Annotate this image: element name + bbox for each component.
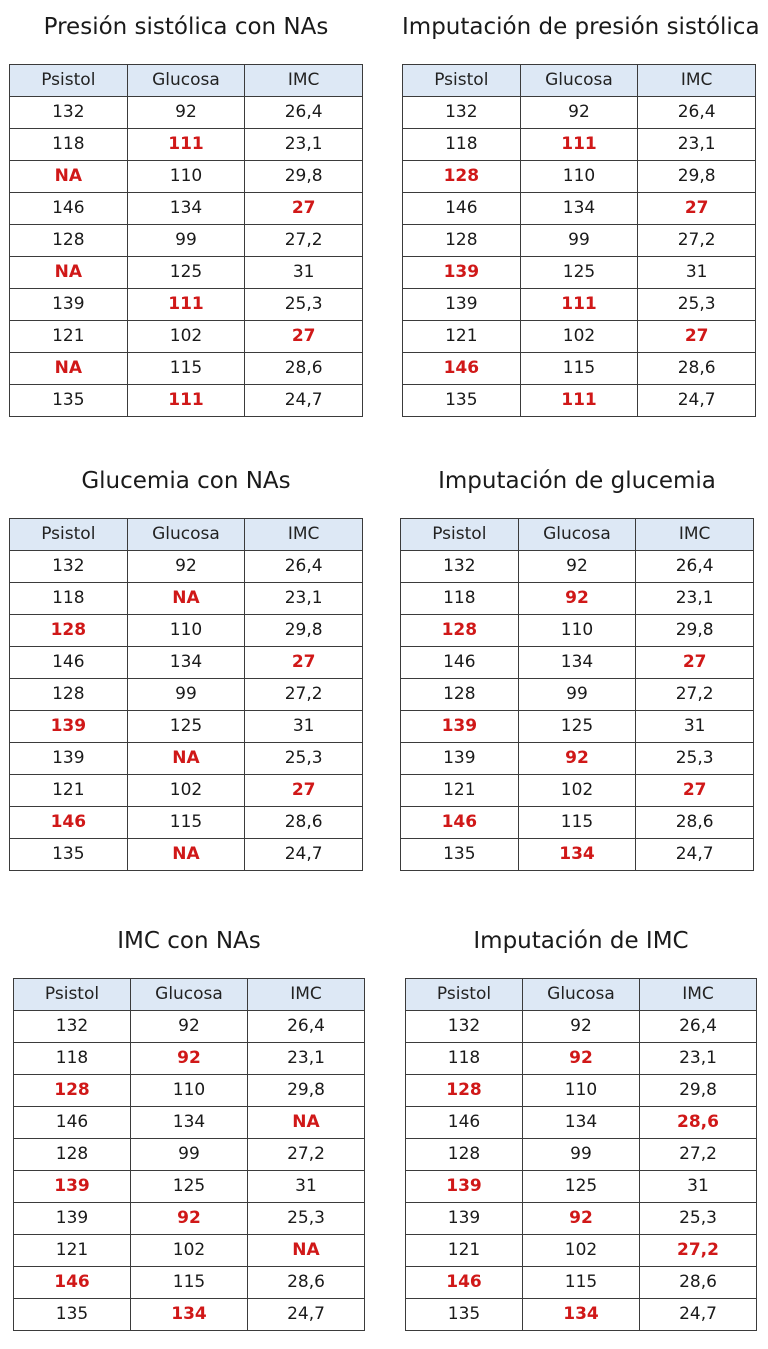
- table-cell: 27: [245, 775, 363, 807]
- table-cell: 146: [406, 1107, 523, 1139]
- table-cell: 102: [520, 321, 638, 353]
- table-cell: 23,1: [640, 1043, 757, 1075]
- table-row: [10, 225, 363, 257]
- table-cell: 26,4: [636, 551, 754, 583]
- column-header: IMC: [248, 979, 365, 1011]
- table-cell: 139: [401, 743, 519, 775]
- table-cell: 27,2: [248, 1139, 365, 1171]
- table-cell: 146: [403, 353, 521, 385]
- table-cell: 23,1: [245, 129, 363, 161]
- table-cell: 28,6: [640, 1107, 757, 1139]
- table-row: [401, 711, 754, 743]
- header-row: [406, 979, 757, 1011]
- column-header: IMC: [245, 519, 363, 551]
- column-header: Glucosa: [131, 979, 248, 1011]
- table-cell: 146: [401, 807, 519, 839]
- table-cell: 26,4: [245, 97, 363, 129]
- header-row: [10, 519, 363, 551]
- table-row: [10, 647, 363, 679]
- table-cell: 118: [14, 1043, 131, 1075]
- table-cell: 99: [127, 225, 245, 257]
- header-row: [401, 519, 754, 551]
- table-cell: 110: [131, 1075, 248, 1107]
- table-cell: 128: [406, 1139, 523, 1171]
- table-cell: 27,2: [640, 1235, 757, 1267]
- table-cell: 110: [127, 161, 245, 193]
- table-cell: 26,4: [248, 1011, 365, 1043]
- table-cell: 29,8: [640, 1075, 757, 1107]
- table-cell: 128: [403, 225, 521, 257]
- table-row: [14, 1011, 365, 1043]
- column-header: Glucosa: [518, 519, 636, 551]
- table-cell: 128: [14, 1075, 131, 1107]
- table-cell: 115: [518, 807, 636, 839]
- table-cell: 110: [520, 161, 638, 193]
- table-row: [10, 807, 363, 839]
- table-cell: 135: [403, 385, 521, 417]
- table-cell: 139: [10, 711, 128, 743]
- column-header: Psistol: [406, 979, 523, 1011]
- table-cell: NA: [127, 839, 245, 871]
- table-cell: 25,3: [245, 743, 363, 775]
- table-cell: NA: [248, 1235, 365, 1267]
- table-cell: 92: [131, 1011, 248, 1043]
- table-cell: 25,3: [640, 1203, 757, 1235]
- table-row: [406, 1043, 757, 1075]
- table-row: [401, 647, 754, 679]
- table-row: [401, 775, 754, 807]
- table-cell: 27: [636, 775, 754, 807]
- table-cell: 26,4: [245, 551, 363, 583]
- table-cell: 111: [127, 289, 245, 321]
- table-cell: 92: [127, 97, 245, 129]
- table-cell: 23,1: [245, 583, 363, 615]
- panel-title: Presión sistólica con NAs: [43, 14, 329, 40]
- table-cell: 146: [403, 193, 521, 225]
- table-cell: 146: [10, 647, 128, 679]
- column-header: Glucosa: [523, 979, 640, 1011]
- table-cell: 92: [523, 1043, 640, 1075]
- table-cell: 25,3: [245, 289, 363, 321]
- table-cell: 139: [10, 289, 128, 321]
- table-row: [14, 1235, 365, 1267]
- table-cell: 28,6: [248, 1267, 365, 1299]
- table-cell: 24,7: [245, 385, 363, 417]
- table-cell: 25,3: [636, 743, 754, 775]
- column-header: IMC: [636, 519, 754, 551]
- table-cell: 28,6: [245, 807, 363, 839]
- table-cell: 134: [523, 1299, 640, 1331]
- table-row: [403, 97, 756, 129]
- table-cell: 27,2: [640, 1139, 757, 1171]
- table-cell: 28,6: [638, 353, 756, 385]
- table-cell: 125: [127, 257, 245, 289]
- table-cell: 146: [406, 1267, 523, 1299]
- panel-title: IMC con NAs: [117, 928, 261, 954]
- table-cell: 135: [10, 839, 128, 871]
- table-cell: 111: [520, 385, 638, 417]
- table-cell: 134: [518, 647, 636, 679]
- table-row: [14, 1299, 365, 1331]
- table-cell: 128: [14, 1139, 131, 1171]
- table-cell: 128: [401, 615, 519, 647]
- table-cell: 99: [518, 679, 636, 711]
- table-cell: 125: [131, 1171, 248, 1203]
- table-cell: 92: [520, 97, 638, 129]
- table-row: [10, 679, 363, 711]
- table-cell: 102: [523, 1235, 640, 1267]
- table-row: [406, 1011, 757, 1043]
- table-cell: 26,4: [638, 97, 756, 129]
- table-cell: 92: [127, 551, 245, 583]
- table-cell: 121: [401, 775, 519, 807]
- table-cell: 29,8: [636, 615, 754, 647]
- table-cell: 128: [406, 1075, 523, 1107]
- table-row: [10, 97, 363, 129]
- table-cell: NA: [248, 1107, 365, 1139]
- table-row: [406, 1075, 757, 1107]
- table-cell: 132: [10, 97, 128, 129]
- table-cell: 118: [10, 129, 128, 161]
- table-cell: 146: [14, 1107, 131, 1139]
- table-cell: 23,1: [638, 129, 756, 161]
- table-cell: 115: [523, 1267, 640, 1299]
- table-cell: 132: [401, 551, 519, 583]
- table-cell: 102: [518, 775, 636, 807]
- table-cell: 92: [518, 743, 636, 775]
- table-cell: 27: [245, 647, 363, 679]
- table-cell: 31: [248, 1171, 365, 1203]
- table-row: [14, 1171, 365, 1203]
- table-row: [406, 1235, 757, 1267]
- table-row: [403, 257, 756, 289]
- table-cell: 115: [127, 807, 245, 839]
- table-cell: 28,6: [636, 807, 754, 839]
- table-cell: 125: [518, 711, 636, 743]
- table-cell: 27,2: [636, 679, 754, 711]
- data-table: [405, 978, 757, 1331]
- panel-title: Imputación de presión sistólica: [402, 14, 760, 40]
- table-row: [406, 1139, 757, 1171]
- table-cell: 146: [10, 193, 128, 225]
- table-cell: 27: [638, 193, 756, 225]
- table-row: [10, 289, 363, 321]
- table-cell: 92: [131, 1203, 248, 1235]
- table-cell: 118: [10, 583, 128, 615]
- table-cell: 28,6: [640, 1267, 757, 1299]
- table-row: [10, 615, 363, 647]
- table-row: [401, 807, 754, 839]
- table-row: [10, 257, 363, 289]
- table-cell: 29,8: [248, 1075, 365, 1107]
- table-cell: 27,2: [245, 225, 363, 257]
- table-cell: 27: [636, 647, 754, 679]
- table-cell: 134: [127, 193, 245, 225]
- table-row: [10, 551, 363, 583]
- table-row: [403, 225, 756, 257]
- table-cell: 27,2: [638, 225, 756, 257]
- table-row: [403, 353, 756, 385]
- table-cell: 26,4: [640, 1011, 757, 1043]
- table-row: [406, 1107, 757, 1139]
- table-row: [10, 711, 363, 743]
- table-cell: 118: [401, 583, 519, 615]
- table-cell: 118: [406, 1043, 523, 1075]
- table-row: [10, 353, 363, 385]
- table-cell: 31: [640, 1171, 757, 1203]
- panel-title: Imputación de glucemia: [438, 468, 716, 494]
- table-cell: NA: [10, 257, 128, 289]
- table-cell: 99: [127, 679, 245, 711]
- table-row: [10, 193, 363, 225]
- table-row: [406, 1171, 757, 1203]
- column-header: IMC: [638, 65, 756, 97]
- table-cell: 128: [401, 679, 519, 711]
- table-cell: 27: [638, 321, 756, 353]
- table-cell: 146: [401, 647, 519, 679]
- table-cell: 23,1: [248, 1043, 365, 1075]
- column-header: Psistol: [401, 519, 519, 551]
- table-cell: 99: [131, 1139, 248, 1171]
- table-cell: 92: [518, 551, 636, 583]
- header-row: [10, 65, 363, 97]
- table-row: [401, 839, 754, 871]
- table-cell: 121: [10, 775, 128, 807]
- table-row: [14, 1107, 365, 1139]
- column-header: Psistol: [14, 979, 131, 1011]
- header-row: [403, 65, 756, 97]
- table-cell: 121: [406, 1235, 523, 1267]
- table-cell: 99: [523, 1139, 640, 1171]
- table-cell: 111: [127, 385, 245, 417]
- table-row: [406, 1299, 757, 1331]
- table-row: [403, 289, 756, 321]
- data-table: [13, 978, 365, 1331]
- table-row: [14, 1043, 365, 1075]
- table-cell: 121: [14, 1235, 131, 1267]
- table-cell: 134: [518, 839, 636, 871]
- table-cell: 139: [14, 1203, 131, 1235]
- table-cell: 135: [401, 839, 519, 871]
- data-table: [9, 64, 363, 417]
- column-header: IMC: [245, 65, 363, 97]
- column-header: IMC: [640, 979, 757, 1011]
- table-cell: 111: [520, 289, 638, 321]
- table-cell: 24,7: [638, 385, 756, 417]
- table-cell: 146: [14, 1267, 131, 1299]
- column-header: Glucosa: [127, 65, 245, 97]
- table-row: [10, 161, 363, 193]
- table-cell: 31: [245, 257, 363, 289]
- table-cell: 110: [518, 615, 636, 647]
- table-row: [403, 129, 756, 161]
- data-table: [402, 64, 756, 417]
- table-cell: 121: [403, 321, 521, 353]
- table-row: [14, 1139, 365, 1171]
- table-cell: 139: [401, 711, 519, 743]
- table-cell: 31: [638, 257, 756, 289]
- table-cell: NA: [10, 161, 128, 193]
- table-cell: 110: [127, 615, 245, 647]
- table-row: [14, 1075, 365, 1107]
- panel-title: Glucemia con NAs: [81, 468, 291, 494]
- table-row: [14, 1203, 365, 1235]
- table-cell: 111: [127, 129, 245, 161]
- table-cell: 111: [520, 129, 638, 161]
- table-row: [403, 193, 756, 225]
- table-cell: 134: [127, 647, 245, 679]
- table-cell: 121: [10, 321, 128, 353]
- table-cell: 134: [523, 1107, 640, 1139]
- table-cell: 23,1: [636, 583, 754, 615]
- table-row: [403, 321, 756, 353]
- column-header: Glucosa: [520, 65, 638, 97]
- table-cell: 125: [127, 711, 245, 743]
- table-row: [401, 679, 754, 711]
- table-cell: 24,7: [245, 839, 363, 871]
- table-row: [10, 385, 363, 417]
- table-row: [401, 615, 754, 647]
- column-header: Psistol: [10, 519, 128, 551]
- column-header: Glucosa: [127, 519, 245, 551]
- table-cell: 132: [10, 551, 128, 583]
- column-header: Psistol: [403, 65, 521, 97]
- table-cell: NA: [10, 353, 128, 385]
- table-cell: 135: [10, 385, 128, 417]
- table-cell: 24,7: [640, 1299, 757, 1331]
- table-cell: 24,7: [248, 1299, 365, 1331]
- table-cell: 134: [520, 193, 638, 225]
- table-row: [401, 551, 754, 583]
- table-row: [14, 1267, 365, 1299]
- table-cell: 92: [131, 1043, 248, 1075]
- table-cell: 28,6: [245, 353, 363, 385]
- table-row: [406, 1267, 757, 1299]
- table-cell: 25,3: [638, 289, 756, 321]
- table-cell: 115: [131, 1267, 248, 1299]
- table-cell: 31: [245, 711, 363, 743]
- table-cell: 139: [10, 743, 128, 775]
- table-cell: 25,3: [248, 1203, 365, 1235]
- table-row: [10, 743, 363, 775]
- table-cell: 102: [127, 321, 245, 353]
- table-row: [10, 129, 363, 161]
- table-cell: 99: [520, 225, 638, 257]
- table-cell: NA: [127, 583, 245, 615]
- table-row: [401, 743, 754, 775]
- table-cell: 27,2: [245, 679, 363, 711]
- table-row: [406, 1203, 757, 1235]
- table-row: [10, 321, 363, 353]
- table-cell: NA: [127, 743, 245, 775]
- table-cell: 110: [523, 1075, 640, 1107]
- table-cell: 139: [403, 257, 521, 289]
- table-cell: 125: [523, 1171, 640, 1203]
- table-cell: 29,8: [638, 161, 756, 193]
- table-cell: 134: [131, 1107, 248, 1139]
- table-cell: 134: [131, 1299, 248, 1331]
- table-cell: 102: [131, 1235, 248, 1267]
- header-row: [14, 979, 365, 1011]
- table-cell: 135: [14, 1299, 131, 1331]
- column-header: Psistol: [10, 65, 128, 97]
- table-cell: 128: [10, 225, 128, 257]
- table-cell: 139: [14, 1171, 131, 1203]
- table-cell: 132: [14, 1011, 131, 1043]
- table-cell: 102: [127, 775, 245, 807]
- table-row: [10, 775, 363, 807]
- table-cell: 92: [523, 1203, 640, 1235]
- table-row: [401, 583, 754, 615]
- table-cell: 29,8: [245, 161, 363, 193]
- table-cell: 139: [406, 1171, 523, 1203]
- table-cell: 24,7: [636, 839, 754, 871]
- table-cell: 27: [245, 193, 363, 225]
- table-cell: 135: [406, 1299, 523, 1331]
- table-cell: 27: [245, 321, 363, 353]
- table-cell: 29,8: [245, 615, 363, 647]
- data-table: [9, 518, 363, 871]
- table-cell: 132: [403, 97, 521, 129]
- table-cell: 92: [518, 583, 636, 615]
- table-cell: 115: [127, 353, 245, 385]
- table-cell: 128: [10, 679, 128, 711]
- table-cell: 139: [403, 289, 521, 321]
- table-cell: 132: [406, 1011, 523, 1043]
- table-row: [10, 839, 363, 871]
- table-cell: 128: [10, 615, 128, 647]
- table-cell: 128: [403, 161, 521, 193]
- table-cell: 115: [520, 353, 638, 385]
- table-cell: 139: [406, 1203, 523, 1235]
- panel-title: Imputación de IMC: [473, 928, 689, 954]
- data-table: [400, 518, 754, 871]
- table-cell: 31: [636, 711, 754, 743]
- table-cell: 118: [403, 129, 521, 161]
- table-cell: 146: [10, 807, 128, 839]
- table-cell: 125: [520, 257, 638, 289]
- table-row: [10, 583, 363, 615]
- table-cell: 92: [523, 1011, 640, 1043]
- table-row: [403, 161, 756, 193]
- table-row: [403, 385, 756, 417]
